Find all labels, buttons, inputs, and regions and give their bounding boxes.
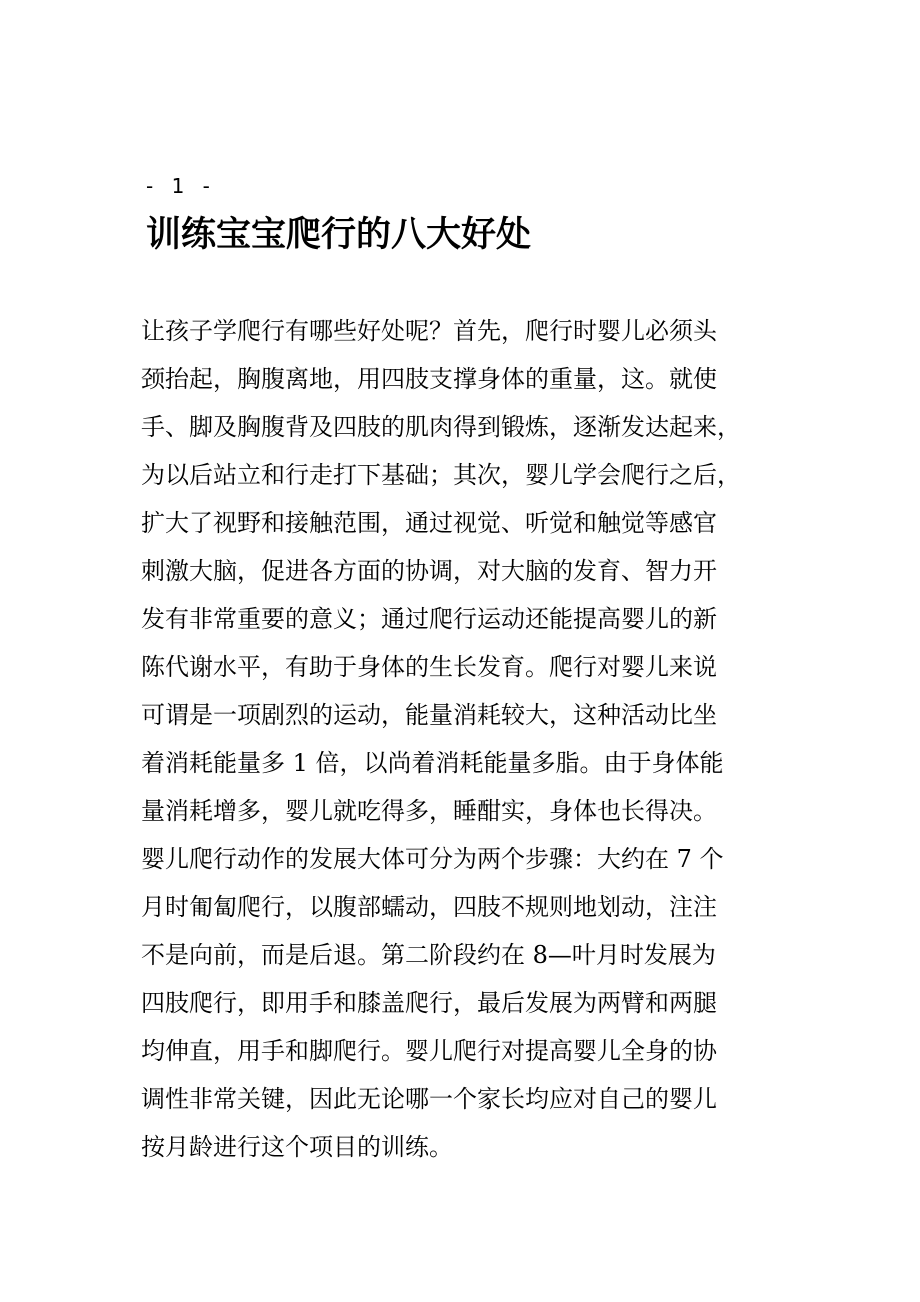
body-line: 调性非常关键，因此无论哪一个家长均应对自己的婴儿	[141, 1085, 717, 1113]
body-line: 颈抬起，胸腹离地，用四肢支撑身体的重量，这。就使	[141, 365, 717, 393]
body-line: 婴儿爬行动作的发展大体可分为两个步骤：大约在 7 个	[141, 845, 724, 873]
body-line: 月时匍匐爬行，以腹部蠕动，四肢不规则地划动，注注	[141, 893, 717, 921]
body-line: 按月龄进行这个项目的训练。	[141, 1133, 453, 1161]
body-line: 手、脚及胸腹背及四肢的肌肉得到锻炼，逐渐发达起来，	[141, 413, 741, 441]
body-line: 扩大了视野和接触范围，通过视觉、听觉和触觉等感官	[141, 509, 717, 537]
body-line: 为以后站立和行走打下基础；其次，婴儿学会爬行之后，	[141, 461, 741, 489]
body-line: 着消耗能量多 1 倍，以尚着消耗能量多脂。由于身体能	[141, 749, 724, 777]
body-text	[141, 307, 781, 1171]
page-number: - 1 -	[146, 174, 216, 198]
body-line: 刺激大脑，促进各方面的协调，对大脑的发育、智力开	[141, 557, 717, 585]
body-line: 四肢爬行，即用手和膝盖爬行，最后发展为两臂和两腿	[141, 989, 717, 1017]
body-line: 不是向前，而是后退。第二阶段约在 8—叶月时发展为	[141, 941, 716, 969]
body-line: 让孩子学爬行有哪些好处呢？首先，爬行时婴儿必须头	[141, 317, 717, 345]
body-line: 发有非常重要的意义；通过爬行运动还能提高婴儿的新	[141, 605, 717, 633]
document-title: 训练宝宝爬行的八大好处	[146, 215, 532, 255]
body-line: 陈代谢水平，有助于身体的生长发育。爬行对婴儿来说	[141, 653, 717, 681]
body-line: 均伸直，用手和脚爬行。婴儿爬行对提高婴儿全身的协	[141, 1037, 717, 1065]
body-line: 量消耗增多，婴儿就吃得多，睡酣实，身体也长得决。	[141, 797, 717, 825]
body-line: 可谓是一项剧烈的运动，能量消耗较大，这种活动比坐	[141, 701, 717, 729]
